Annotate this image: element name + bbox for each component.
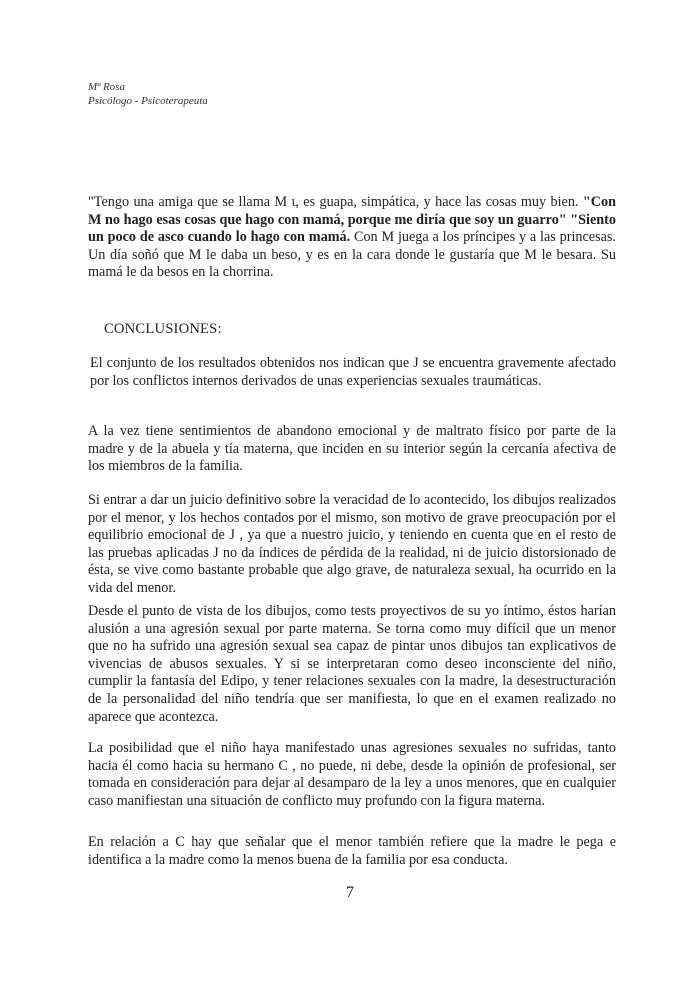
intro-text-2: Con M juega a los príncipes y a las princesas. Un día soñó que M le daba un beso, y es en la cara donde le gustaría que M le besara. Su mamá le da besos en la chorrina. [88, 229, 616, 281]
paragraph-4: Desde el punto de vista de los dibujos, como tests proyectivos de su yo íntimo, éstos harían alusión a una agresión sexual por parte materna. Se torna como muy difícil que un menor que no ha sufrido una agresión sexual sea capaz de pintar unos dibujos tan explicativos de vivencias de abusos sexuales. Y si se interpretaran como deseo inconsciente del niño, cumplir la fantasía del Edipo, y tener relaciones sexuales con la madre, la desestructuración de la personalidad del niño tendría que ser manifiesta, lo que en el examen realizado no aparece que acontezca. [88, 603, 616, 725]
paragraph-3: Si entrar a dar un juicio definitivo sobre la veracidad de lo acontecido, los dibujos realizados por el menor, y los hechos contados por el mismo, son motivo de grave preocupación por el equilibrio emocional de J , ya que a nuestro juicio, y teniendo en cuenta que en el resto de las pruebas aplicadas J no da índices de pérdida de la realidad, ni de juicio distorsionado de ésta, se vive como bastante probable que algo grave, de naturaleza sexual, ha ocurrido en la vida del menor. [88, 492, 616, 596]
author-role: Psicólogo - Psicoterapeuta [88, 95, 208, 107]
intro-paragraph [88, 194, 616, 282]
paragraph-5: La posibilidad que el niño haya manifestado unas agresiones sexuales no sufridas, tanto hacia él como hacia su hermano C , no puede, ni debe, desde la opinión de profesional, ser tomada en consideración para dejar al desamparo de la ley a unos menores, que en cualquier caso manifiestan una situación de conflicto muy profundo con la figura materna. [88, 740, 616, 809]
paragraph-1: El conjunto de los resultados obtenidos nos indican que J se encuentra gravemente afectado por los conflictos internos derivados de unas experiencias sexuales traumáticas. [90, 355, 616, 389]
intro-text-1: "Tengo una amiga que se llama M ι, es guapa, simpática, y hace las cosas muy bien. [88, 194, 583, 210]
author-name: Mª Rosa [88, 81, 125, 93]
section-title: CONCLUSIONES: [104, 321, 222, 337]
letterhead [88, 80, 208, 108]
paragraph-6: En relación a C hay que señalar que el menor también refiere que la madre le pega e identifica a la madre como la menos buena de la familia por esa conducta. [88, 834, 616, 868]
page-number: 7 [346, 884, 354, 901]
intro-quote-bold: "Con M no hago esas cosas que hago con mamá, porque me diría que soy un guarro" "Siento un poco de asco cuando lo hago con mamá. [88, 194, 616, 246]
paragraph-2: A la vez tiene sentimientos de abandono emocional y de maltrato físico por parte de la madre y de la abuela y tía materna, que inciden en su interior según la cercanía afectiva de los miembros de la familia. [88, 423, 616, 475]
